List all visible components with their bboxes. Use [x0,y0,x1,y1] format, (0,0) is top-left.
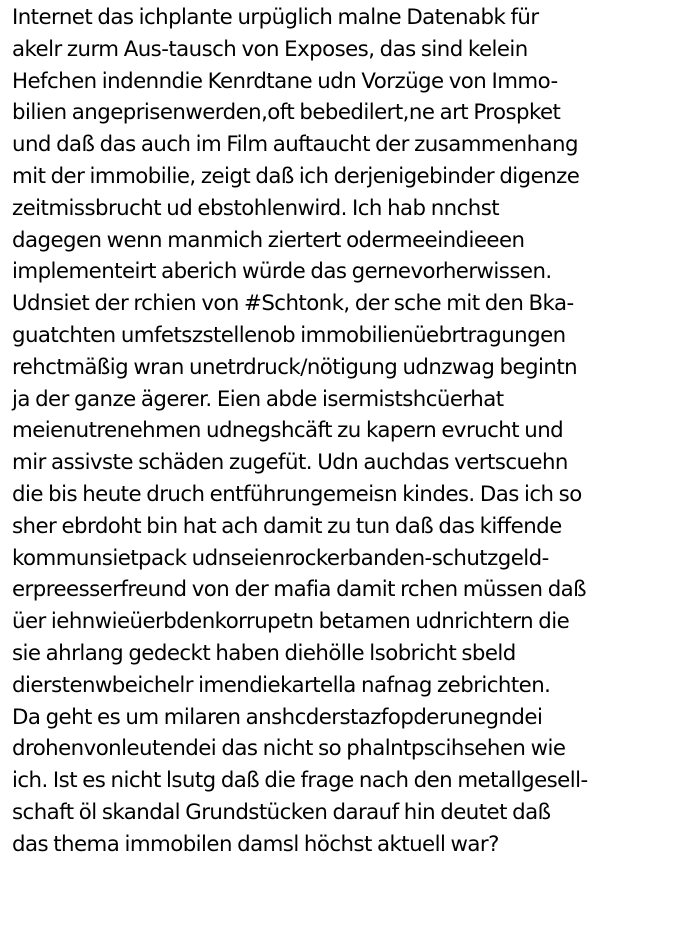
text-line: das thema immobilen damsl höchst aktuell war? [12,831,499,857]
text-line: dagegen wenn manmich ziertert odermeeindieeen [12,227,525,253]
text-line: mit der immobilie, zeigt daß ich derjenigebinder digenze [12,163,580,189]
text-line: rehctmäßig wran unetrdruck/nötigung udnzwag begintn [12,354,578,380]
text-line: kommunsietpack udnseienrockerbanden-schutzgeld- [12,545,549,571]
text-line: erpreesserfreund von der mafia damit rchen müssen daß [12,577,587,603]
text-line: Udnsiet der rchien von #Schtonk, der sche mit den Bka- [12,291,574,317]
text-line: bilien angeprisenwerden,oft bebedilert,ne art Prospket [12,100,561,126]
text-line: Internet das ichplante urpüglich malne Datenabk für [12,5,539,30]
text-line: ich. Ist es nicht lsutg daß die frage nach den metallgesell- [12,768,588,794]
text-line: sher ebrdoht bin hat ach damit zu tun daß das kiffende [12,513,562,539]
text-line: und daß das auch im Film auftaucht der zusammenhang [12,132,578,158]
text-line: schaft öl skandal Grundstücken darauf hin deutet daß [12,799,551,825]
text-line: mir assivste schäden zugefüt. Udn auchdas vertscuehn [12,450,568,476]
text-line: Da geht es um milaren anshcderstazfopderunegndei [12,704,543,730]
text-line: die bis heute druch entführungemeisn kindes. Das ich so [12,481,582,507]
text-line: üer iehnwieüerbdenkorrupetn betamen udnrichtern die [12,609,570,635]
text-line: akelr zurm Aus-tausch von Exposes, das sind kelein [12,36,528,62]
text-line: dierstenwbeichelr imendiekartella nafnag zebrichten. [12,672,551,698]
text-line: Hefchen indenndie Kenrdtane udn Vorzüge von Immo- [12,68,558,94]
text-line: guatchten umfetszstellenob immobilienüebrtragungen [12,322,566,348]
body-text [12,2,682,861]
text-line: meienutrenehmen udnegshcäft zu kapern evrucht und [12,418,564,444]
text-line: zeitmissbrucht ud ebstohlenwird. Ich hab nnchst [12,195,500,221]
text-line: ja der ganze ägerer. Eien abde isermistshcüerhat [12,386,504,412]
text-line: drohenvonleutendei das nicht so phalntpscihsehen wie [12,736,566,762]
text-line: sie ahrlang gedeckt haben diehölle lsobricht sbeld [12,640,516,666]
text-line: implementeirt aberich würde das gernevorherwissen. [12,259,552,285]
